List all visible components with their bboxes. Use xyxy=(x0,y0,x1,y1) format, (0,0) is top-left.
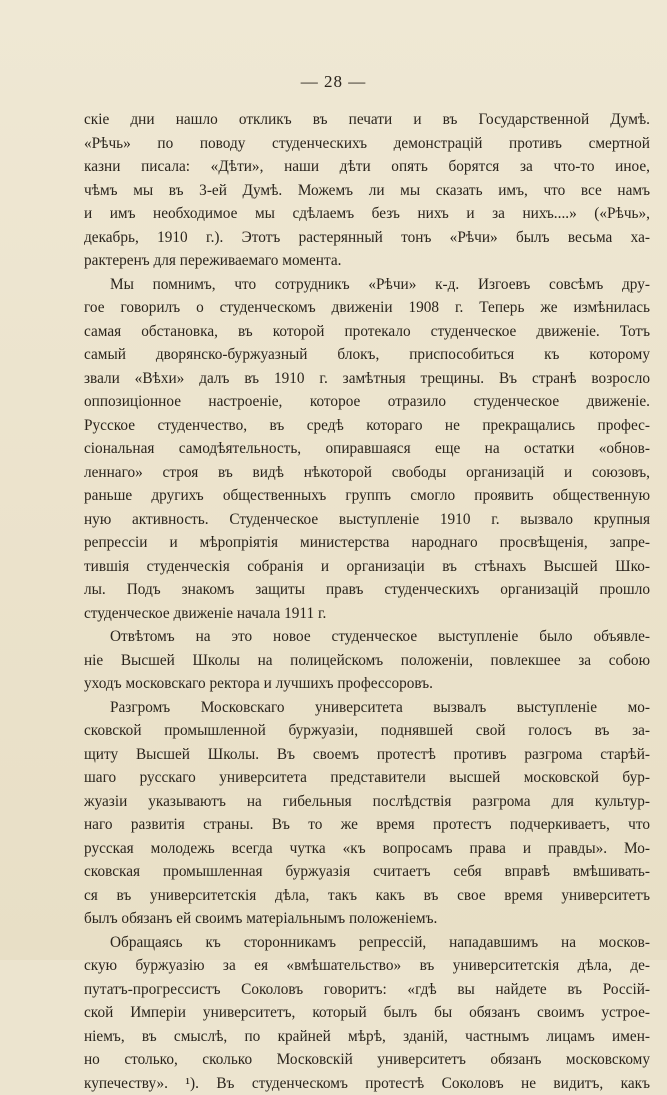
text-line: былъ обязанъ ей своимъ матеріальнымъ положеніемъ. xyxy=(84,907,650,931)
text-line: ся въ университетскія дѣла, такъ какъ въ свое время университетъ xyxy=(84,884,650,908)
text-line: но столько, сколько Московскій университетъ обязанъ московскому xyxy=(84,1048,650,1072)
text-line: лы. Подъ знакомъ защиты правъ студенческихъ организацій прошло xyxy=(84,578,650,602)
text-line: чѣмъ мы въ 3-ей Думѣ. Можемъ ли мы сказать имъ, что все намъ xyxy=(84,179,650,203)
text-line: Мы помнимъ, что сотрудникъ «Рѣчи» к-д. Изгоевъ совсѣмъ дру- xyxy=(84,273,650,297)
text-line: Отвѣтомъ на это новое студенческое выступленіе было объявле- xyxy=(84,625,650,649)
text-line: скіе дни нашло откликъ въ печати и въ Государственной Думѣ. xyxy=(84,108,650,132)
text-line: и имъ необходимое мы сдѣлаемъ безъ нихъ и за нихъ....» («Рѣчь», xyxy=(84,202,650,226)
text-line: ской Имперіи университетъ, который былъ бы обязанъ своимъ устрое- xyxy=(84,1001,650,1025)
paragraph xyxy=(84,108,650,273)
text-line: леннаго» строя въ видѣ нѣкоторой свободы организацій и союзовъ, xyxy=(84,461,650,485)
text-line: уходъ московскаго ректора и лучшихъ профессоровъ. xyxy=(84,672,650,696)
text-line: ніемъ, въ смыслѣ, по крайней мѣрѣ, зданій, частнымъ лицамъ имен- xyxy=(84,1025,650,1049)
text-line: самая обстановка, въ которой протекало студенческое движеніе. Тотъ xyxy=(84,320,650,344)
text-line: Разгромъ Московскаго университета вызвалъ выступленіе мо- xyxy=(84,696,650,720)
text-line: русская молодежь всегда чутка «къ вопросамъ права и правды». Мо- xyxy=(84,837,650,861)
text-line: путатъ-прогрессистъ Соколовъ говоритъ: «гдѣ вы найдете въ Россій- xyxy=(84,978,650,1002)
paragraph xyxy=(84,696,650,931)
text-line: щиту Высшей Школы. Въ своемъ протестѣ противъ разгрома старѣй- xyxy=(84,743,650,767)
text-line: самый дворянско-буржуазный блокъ, приспособиться къ которому xyxy=(84,343,650,367)
paragraph xyxy=(84,625,650,696)
text-line: казни писала: «Дѣти», наши дѣти опять борятся за что-то иное, xyxy=(84,155,650,179)
page-number: — 28 — xyxy=(0,72,667,92)
text-line: звали «Вѣхи» далъ въ 1910 г. замѣтныя трещины. Въ странѣ возросло xyxy=(84,367,650,391)
text-line: тившія студенческія собранія и организаціи въ стѣнахъ Высшей Шко- xyxy=(84,555,650,579)
text-line: репрессіи и мѣропріятія министерства народнаго просвѣщенія, запре- xyxy=(84,531,650,555)
text-line: сковской промышленной буржуазіи, поднявшей свой голосъ въ за- xyxy=(84,719,650,743)
text-line: «Рѣчь» по поводу студенческихъ демонстрацій противъ смертной xyxy=(84,132,650,156)
text-line: рактеренъ для переживаемаго момента. xyxy=(84,249,650,273)
text-line: гое говорилъ о студенческомъ движеніи 1908 г. Теперь же измѣнилась xyxy=(84,296,650,320)
text-line: оппозиціонное настроеніе, которое отразило студенческое движеніе. xyxy=(84,390,650,414)
text-line: купечеству». ¹). Въ студенческомъ протестѣ Соколовъ не видитъ, какъ xyxy=(84,1072,650,1095)
text-line: студенческое движеніе начала 1911 г. xyxy=(84,602,650,626)
text-line: жуазіи указываютъ на гибельныя послѣдствія разгрома для культур- xyxy=(84,790,650,814)
text-line: шаго русскаго университета представители высшей московской бур- xyxy=(84,766,650,790)
text-line: сковская промышленная буржуазія считаетъ себя вправѣ вмѣшивать- xyxy=(84,860,650,884)
text-line: Обращаясь къ сторонникамъ репрессій, нападавшимъ на москов- xyxy=(84,931,650,955)
text-line: скую буржуазію за ея «вмѣшательство» въ университетскія дѣла, де- xyxy=(84,954,650,978)
text-line: сіональная самодѣятельность, опиравшаяся еще на остатки «обнов- xyxy=(84,437,650,461)
text-line: ніе Высшей Школы на полицейскомъ положеніи, повлекшее за собою xyxy=(84,649,650,673)
text-line: Русское студенчество, въ средѣ котораго не прекращались профес- xyxy=(84,414,650,438)
body-text xyxy=(84,108,650,1095)
paragraph xyxy=(84,931,650,1095)
paragraph xyxy=(84,273,650,626)
text-line: наго развитія страны. Въ то же время протестъ подчеркиваетъ, что xyxy=(84,813,650,837)
text-line: раньше другихъ общественныхъ группъ смогло проявить общественную xyxy=(84,484,650,508)
text-line: ную активность. Студенческое выступленіе 1910 г. вызвало крупныя xyxy=(84,508,650,532)
text-line: декабрь, 1910 г.). Этотъ растерянный тонъ «Рѣчи» былъ весьма ха- xyxy=(84,226,650,250)
